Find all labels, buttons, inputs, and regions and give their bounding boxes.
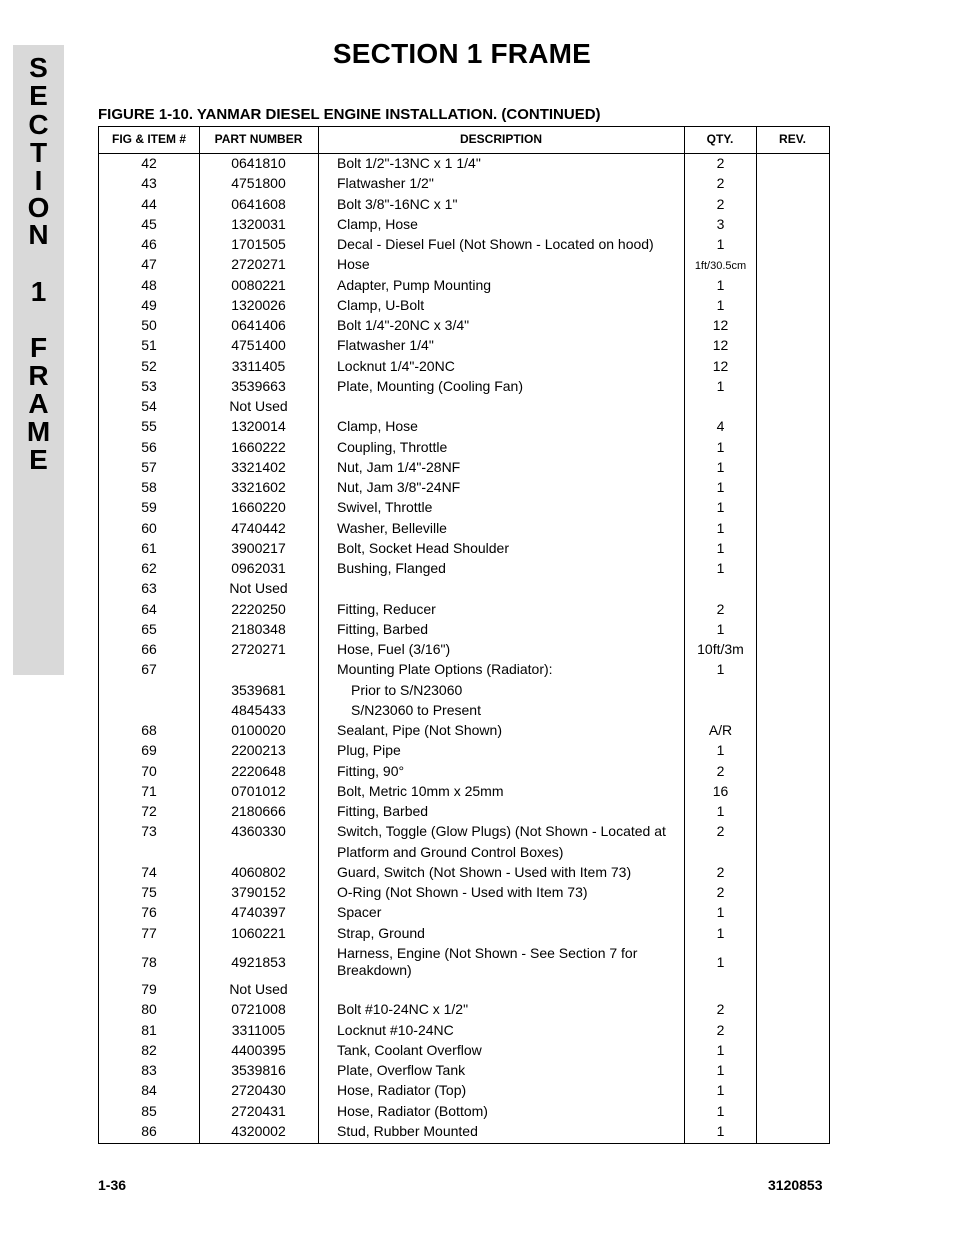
side-tab-letter: 1 (30, 276, 47, 307)
quantity: 2 (716, 600, 725, 617)
part-description: Plate, Overflow Tank (337, 1062, 466, 1078)
part-description: Bolt, Metric 10mm x 25mm (337, 782, 504, 799)
side-tab-letter: A (28, 388, 49, 419)
part-number: 0962031 (231, 560, 286, 576)
part-number: 4740442 (231, 519, 286, 536)
item-number: 57 (141, 458, 157, 475)
side-tab-letter: R (28, 360, 49, 391)
item-number: 44 (141, 195, 157, 212)
quantity: 1 (716, 438, 725, 455)
item-number: 72 (141, 803, 157, 819)
part-description: Bolt 1/4"-20NC x 3/4" (337, 317, 470, 333)
part-description: Spacer (337, 904, 382, 921)
part-description: Tank, Coolant Overflow (337, 1041, 482, 1058)
quantity: 1 (716, 479, 725, 495)
quantity: A/R (708, 722, 733, 738)
part-description: S/N23060 to Present (351, 701, 481, 718)
quantity: 1 (716, 296, 725, 313)
item-number: 86 (141, 1122, 157, 1139)
document-number: 3120853 (768, 1177, 823, 1193)
part-number: 0721008 (231, 1001, 286, 1018)
quantity: 1 (716, 904, 725, 921)
side-tab-letter: M (26, 416, 51, 447)
part-description: Switch, Toggle (Glow Plugs) (Not Shown - Located at (337, 823, 666, 840)
quantity: 1 (716, 539, 725, 556)
item-number: 78 (141, 954, 157, 971)
part-number: 1660220 (231, 499, 286, 516)
header-part-number: PART NUMBER (214, 132, 303, 146)
quantity: 1 (716, 499, 725, 516)
part-description: Stud, Rubber Mounted (337, 1122, 478, 1139)
item-number: 51 (141, 337, 157, 354)
part-number: 4740397 (231, 904, 286, 921)
side-tab-letter: E (29, 444, 48, 475)
part-number: 0641608 (231, 195, 286, 212)
part-number: 1320031 (231, 215, 286, 232)
header-qty: QTY. (706, 132, 734, 146)
part-number: 0641810 (231, 155, 286, 171)
quantity: 2 (716, 884, 725, 900)
part-description: Bushing, Flanged (337, 560, 446, 576)
item-number: 68 (141, 722, 157, 738)
quantity: 12 (712, 317, 729, 333)
part-number: 0701012 (231, 782, 286, 799)
part-number: 0641406 (231, 317, 286, 333)
quantity: 1 (716, 276, 725, 293)
item-number: 62 (141, 560, 157, 576)
item-number: 49 (141, 296, 157, 313)
part-number: 0100020 (231, 722, 286, 738)
quantity: 16 (712, 782, 729, 799)
part-number: 2220250 (231, 600, 286, 617)
item-number: 46 (141, 236, 157, 252)
quantity: 1 (716, 1102, 725, 1119)
item-number: 43 (141, 175, 157, 192)
quantity: 2 (716, 155, 725, 171)
part-number: 1060221 (231, 924, 286, 941)
part-description: Hose, Radiator (Top) (337, 1082, 467, 1099)
item-number: 66 (141, 641, 157, 657)
side-tab-letter: I (34, 165, 43, 196)
part-description: Locknut 1/4"-20NC (337, 357, 455, 374)
header-rev: REV. (779, 132, 806, 146)
part-number: 3539663 (231, 377, 286, 394)
part-description: Harness, Engine (Not Shown - See Section 7 for Breakdown) (337, 944, 638, 978)
quantity: 2 (716, 175, 725, 192)
side-tab-letter: O (27, 192, 50, 223)
part-description: Clamp, Hose (337, 418, 418, 435)
part-description: Decal - Diesel Fuel (Not Shown - Located on hood) (337, 236, 654, 252)
item-number: 54 (141, 398, 157, 414)
part-description: Nut, Jam 3/8"-24NF (337, 479, 461, 495)
side-tab-letter: T (29, 137, 48, 168)
part-description: Hose, Fuel (3/16") (337, 641, 451, 657)
part-description: Plug, Pipe (337, 742, 401, 759)
quantity: 1 (716, 803, 725, 819)
part-number: 3311005 (231, 1021, 286, 1038)
quantity: 1 (716, 377, 725, 394)
item-number: 47 (141, 256, 157, 273)
part-number: 4845433 (231, 701, 286, 718)
side-tab-letter: E (29, 80, 48, 111)
quantity: 2 (716, 863, 725, 880)
part-description: Clamp, Hose (337, 215, 418, 232)
quantity: 12 (712, 357, 729, 374)
part-number: 1320026 (231, 296, 286, 313)
header-divider (99, 153, 829, 154)
part-number: Not Used (229, 981, 288, 997)
item-number: 75 (141, 884, 157, 900)
part-number: 4751400 (231, 337, 286, 354)
item-number: 69 (141, 742, 157, 759)
quantity: 1 (716, 1122, 725, 1139)
part-number: Not Used (229, 580, 288, 597)
item-number: 59 (141, 499, 157, 516)
side-tab-letter: N (28, 219, 49, 250)
item-number: 52 (141, 357, 157, 374)
part-description: Bolt 3/8"-16NC x 1" (337, 195, 458, 212)
part-number: 3321402 (231, 458, 286, 475)
part-description: Guard, Switch (Not Shown - Used with Item 73) (337, 863, 632, 880)
side-tab-letter: S (29, 52, 48, 83)
item-number: 71 (141, 782, 157, 799)
part-description: Flatwasher 1/2" (337, 175, 434, 192)
quantity: 12 (712, 337, 729, 354)
quantity: 10ft/3m (697, 641, 744, 657)
quantity: 1 (716, 236, 725, 252)
item-number: 56 (141, 438, 157, 455)
item-number: 74 (141, 863, 157, 880)
header-description: DESCRIPTION (459, 132, 542, 146)
item-number: 63 (141, 580, 157, 597)
parts-table (98, 126, 830, 1144)
part-description: Nut, Jam 1/4"-28NF (337, 458, 461, 475)
quantity: 1 (716, 661, 725, 678)
part-description: Strap, Ground (337, 924, 425, 941)
item-number: 80 (141, 1001, 157, 1018)
side-tab-letter: F (29, 332, 48, 363)
item-number: 81 (141, 1021, 157, 1038)
figure-title: FIGURE 1-10. YANMAR DIESEL ENGINE INSTALLATION. (CONTINUED) (98, 106, 601, 123)
quantity: 2 (716, 1001, 725, 1018)
part-description: Fitting, 90° (337, 762, 405, 779)
item-number: 85 (141, 1102, 157, 1119)
quantity: 1 (716, 560, 725, 576)
part-number: 4320002 (231, 1122, 286, 1139)
part-description: Platform and Ground Control Boxes) (337, 843, 564, 860)
part-description: Bolt 1/2"-13NC x 1 1/4" (337, 155, 481, 171)
part-description: Sealant, Pipe (Not Shown) (337, 722, 502, 738)
quantity: 1 (716, 924, 725, 941)
part-number: 4400395 (231, 1041, 286, 1058)
part-number: 0080221 (231, 276, 286, 293)
part-number: 2200213 (231, 742, 286, 759)
page-title: SECTION 1 FRAME (332, 38, 592, 69)
quantity: 1 (716, 1062, 725, 1078)
part-description: Plate, Mounting (Cooling Fan) (337, 377, 523, 394)
part-number: 4751800 (231, 175, 286, 192)
item-number: 83 (141, 1062, 157, 1078)
item-number: 42 (141, 155, 157, 171)
part-description: Fitting, Barbed (337, 620, 429, 637)
part-number: 2720271 (231, 641, 286, 657)
part-number: 3321602 (231, 479, 286, 495)
part-description: Bolt, Socket Head Shoulder (337, 539, 509, 556)
page-number: 1-36 (98, 1177, 127, 1193)
part-number: 2180666 (231, 803, 286, 819)
quantity: 1 (716, 458, 725, 475)
quantity: 1 (716, 1041, 725, 1058)
quantity: 1 (716, 954, 725, 971)
quantity: 2 (716, 1021, 725, 1038)
part-number: 4060802 (231, 863, 286, 880)
item-number: 55 (141, 418, 157, 435)
item-number: 64 (141, 600, 157, 617)
part-description: Bolt #10-24NC x 1/2" (337, 1001, 469, 1018)
item-number: 48 (141, 276, 157, 293)
column-divider (318, 127, 319, 1143)
side-tab-letter: C (28, 109, 49, 140)
item-number: 76 (141, 904, 157, 921)
item-number: 73 (141, 823, 157, 840)
quantity: 2 (716, 823, 725, 840)
part-number: 2220648 (231, 762, 286, 779)
part-description: Adapter, Pump Mounting (337, 276, 492, 293)
item-number: 60 (141, 519, 157, 536)
item-number: 84 (141, 1082, 157, 1099)
part-description: Mounting Plate Options (Radiator): (337, 661, 553, 678)
item-number: 53 (141, 377, 157, 394)
part-number: 1701505 (231, 236, 286, 252)
part-number: 1320014 (231, 418, 286, 435)
quantity: 1 (716, 1082, 725, 1099)
part-number: Not Used (229, 398, 288, 414)
quantity: 1ft/30.5cm (694, 260, 747, 273)
item-number: 70 (141, 762, 157, 779)
part-number: 2720271 (231, 256, 286, 273)
quantity: 2 (716, 195, 725, 212)
item-number: 65 (141, 620, 157, 637)
item-number: 67 (141, 661, 157, 678)
part-number: 2180348 (231, 620, 286, 637)
quantity: 4 (716, 418, 725, 435)
part-description: Locknut #10-24NC (337, 1021, 454, 1038)
column-divider (756, 127, 757, 1143)
part-description: Washer, Belleville (337, 519, 447, 536)
section-side-tab (13, 45, 64, 675)
part-number: 3311405 (231, 357, 286, 374)
item-number: 82 (141, 1041, 157, 1058)
part-description: O-Ring (Not Shown - Used with Item 73) (337, 884, 588, 900)
part-description: Coupling, Throttle (337, 438, 448, 455)
part-description: Swivel, Throttle (337, 499, 433, 516)
part-description: Hose, Radiator (Bottom) (337, 1102, 488, 1119)
part-number: 3539816 (231, 1062, 286, 1078)
part-number: 4360330 (231, 823, 286, 840)
part-number: 2720430 (231, 1082, 286, 1099)
item-number: 77 (141, 924, 157, 941)
item-number: 61 (141, 539, 157, 556)
part-number: 3539681 (231, 681, 286, 698)
part-number: 4921853 (231, 954, 286, 971)
part-description: Hose (337, 256, 370, 273)
part-description: Fitting, Reducer (337, 600, 436, 617)
quantity: 1 (716, 519, 725, 536)
part-number: 3790152 (231, 884, 286, 900)
quantity: 3 (716, 215, 725, 232)
item-number: 50 (141, 317, 157, 333)
part-description: Flatwasher 1/4" (337, 337, 434, 354)
part-description: Clamp, U-Bolt (337, 296, 425, 313)
part-number: 2720431 (231, 1102, 286, 1119)
item-number: 45 (141, 215, 157, 232)
part-description: Fitting, Barbed (337, 803, 429, 819)
item-number: 58 (141, 479, 157, 495)
header-fig-item: FIG & ITEM # (111, 132, 186, 146)
part-number: 3900217 (231, 539, 286, 556)
part-description: Prior to S/N23060 (351, 681, 463, 698)
quantity: 1 (716, 620, 725, 637)
part-number: 1660222 (231, 438, 286, 455)
quantity: 2 (716, 762, 725, 779)
quantity: 1 (716, 742, 725, 759)
item-number: 79 (141, 981, 157, 997)
